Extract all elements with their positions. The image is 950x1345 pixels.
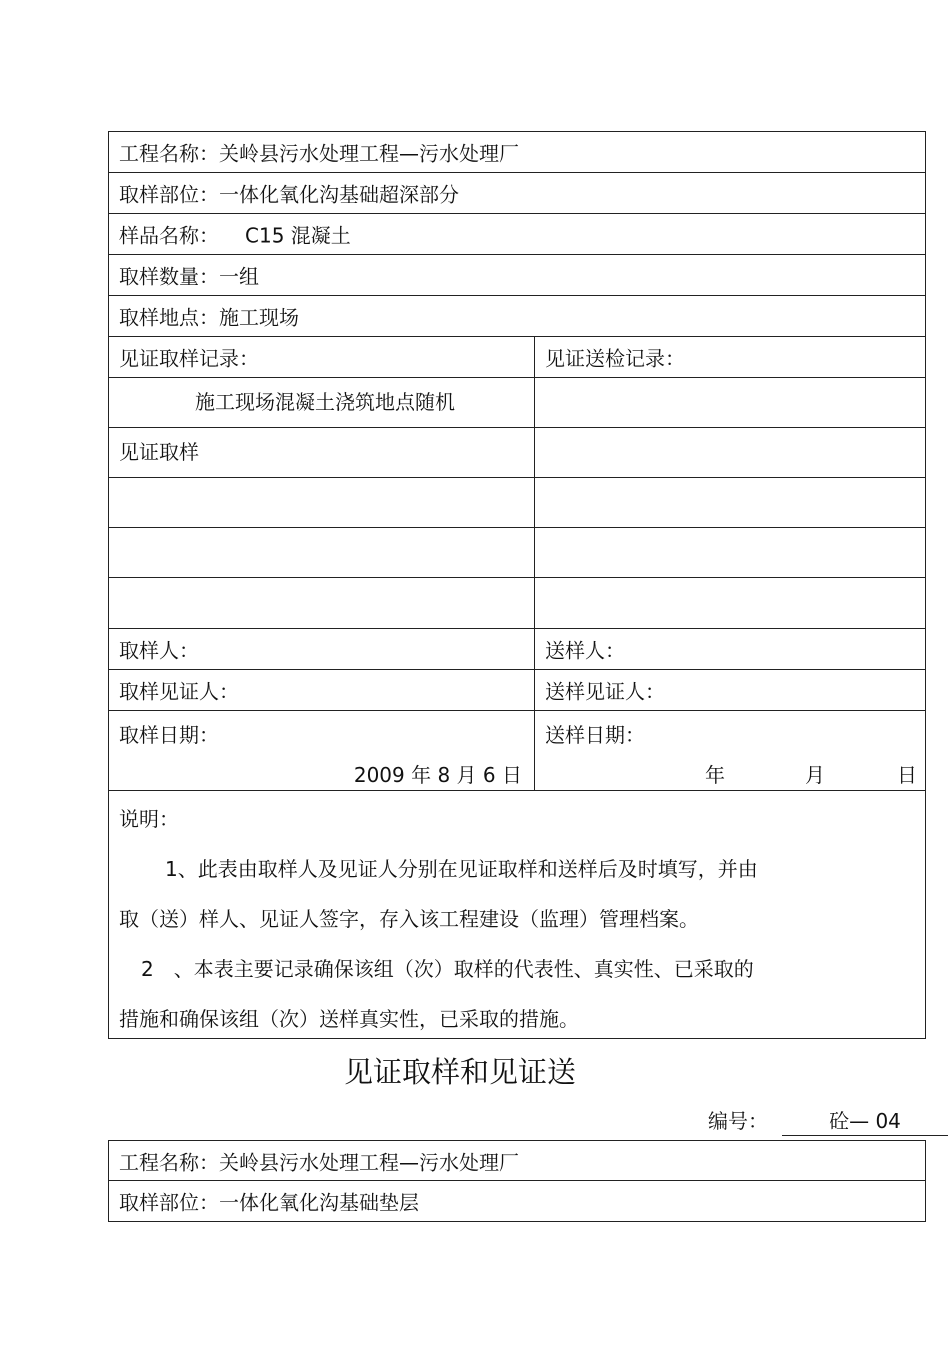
form-number-value: 砼— 04 [782, 1105, 948, 1136]
record-row-4 [109, 528, 925, 578]
record-cell-left [109, 578, 535, 628]
record-cell-left [109, 528, 535, 577]
sampler-cell [109, 629, 535, 669]
sampling-date-label: 取样日期： [119, 723, 219, 747]
sample-part: 取样部位：一体化氧化沟基础垫层 [119, 1190, 419, 1215]
witness-delivery-record-cell [535, 337, 925, 377]
note-1-line-2: 取（送）样人、见证人签字，存入该工程建设（监理）管理档案。 [119, 907, 699, 931]
witness-row [109, 670, 925, 711]
witness-sampling-record-cell [109, 337, 535, 377]
record-cell-right [535, 528, 925, 577]
project-name: 工程名称：关岭县污水处理工程—污水处理厂 [119, 141, 519, 166]
sample-qty-row [109, 255, 925, 296]
date-row [109, 711, 925, 791]
sampling-date-value: 2009 年 8 月 6 日 [353, 763, 522, 787]
sample-location-row [109, 296, 925, 337]
form-title: 见证取样和见证送 [343, 1055, 576, 1089]
sampling-date-cell [109, 711, 535, 790]
note-2-line-1: 2 、本表主要记录确保该组（次）取样的代表性、真实性、已采取的 [141, 957, 754, 981]
record-row-3 [109, 478, 925, 528]
delivery-date-month: 月 [805, 763, 825, 787]
record-cell-right [535, 478, 925, 527]
witness-sampling-record-label: 见证取样记录： [119, 346, 259, 371]
sample-name-row [109, 214, 925, 255]
sampling-witness-cell [109, 670, 535, 710]
witness-sampling-form-2 [108, 1140, 926, 1222]
delivery-date-cell [535, 711, 925, 790]
record-line-2: 见证取样 [119, 440, 199, 464]
sample-location: 取样地点：施工现场 [119, 305, 299, 330]
witness-delivery-record-label: 见证送检记录： [545, 346, 685, 371]
record-cell-right [535, 578, 925, 628]
project-name-row [109, 1141, 925, 1181]
sampler-label: 取样人： [119, 638, 199, 663]
delivery-witness-label: 送样见证人： [545, 679, 665, 704]
sample-part-row [109, 1181, 925, 1221]
record-cell-left [109, 378, 535, 427]
record-header-row [109, 337, 925, 378]
notes-row [109, 791, 925, 1038]
sample-name-label: 样品名称： [119, 223, 219, 248]
delivery-witness-cell [535, 670, 925, 710]
record-row-2 [109, 428, 925, 478]
sample-qty: 取样数量：一组 [119, 264, 259, 289]
note-2-line-2: 措施和确保该组（次）送样真实性，已采取的措施。 [119, 1007, 579, 1031]
form-number-label: 编号： [708, 1109, 768, 1133]
record-cell-right [535, 428, 925, 477]
record-row-5 [109, 578, 925, 629]
sample-part-row [109, 173, 925, 214]
record-cell-right [535, 378, 925, 427]
witness-sampling-form [108, 131, 926, 1039]
deliverer-cell [535, 629, 925, 669]
sampling-witness-label: 取样见证人： [119, 679, 239, 704]
sample-part: 取样部位：一体化氧化沟基础超深部分 [119, 182, 459, 207]
deliverer-label: 送样人： [545, 638, 625, 663]
record-cell-left [109, 428, 535, 477]
project-name-row [109, 132, 925, 173]
delivery-date-day: 日 [897, 763, 917, 787]
sampler-row [109, 629, 925, 670]
notes-label: 说明： [119, 807, 179, 831]
sample-name-value: C15 混凝土 [245, 223, 351, 248]
delivery-date-label: 送样日期： [545, 723, 645, 747]
record-row-1 [109, 378, 925, 428]
record-line-1: 施工现场混凝土浇筑地点随机 [195, 390, 455, 414]
project-name: 工程名称：关岭县污水处理工程—污水处理厂 [119, 1150, 519, 1174]
record-cell-left [109, 478, 535, 527]
delivery-date-year: 年 [705, 763, 725, 787]
note-1-line-1: 1、此表由取样人及见证人分别在见证取样和送样后及时填写，并由 [165, 857, 758, 881]
